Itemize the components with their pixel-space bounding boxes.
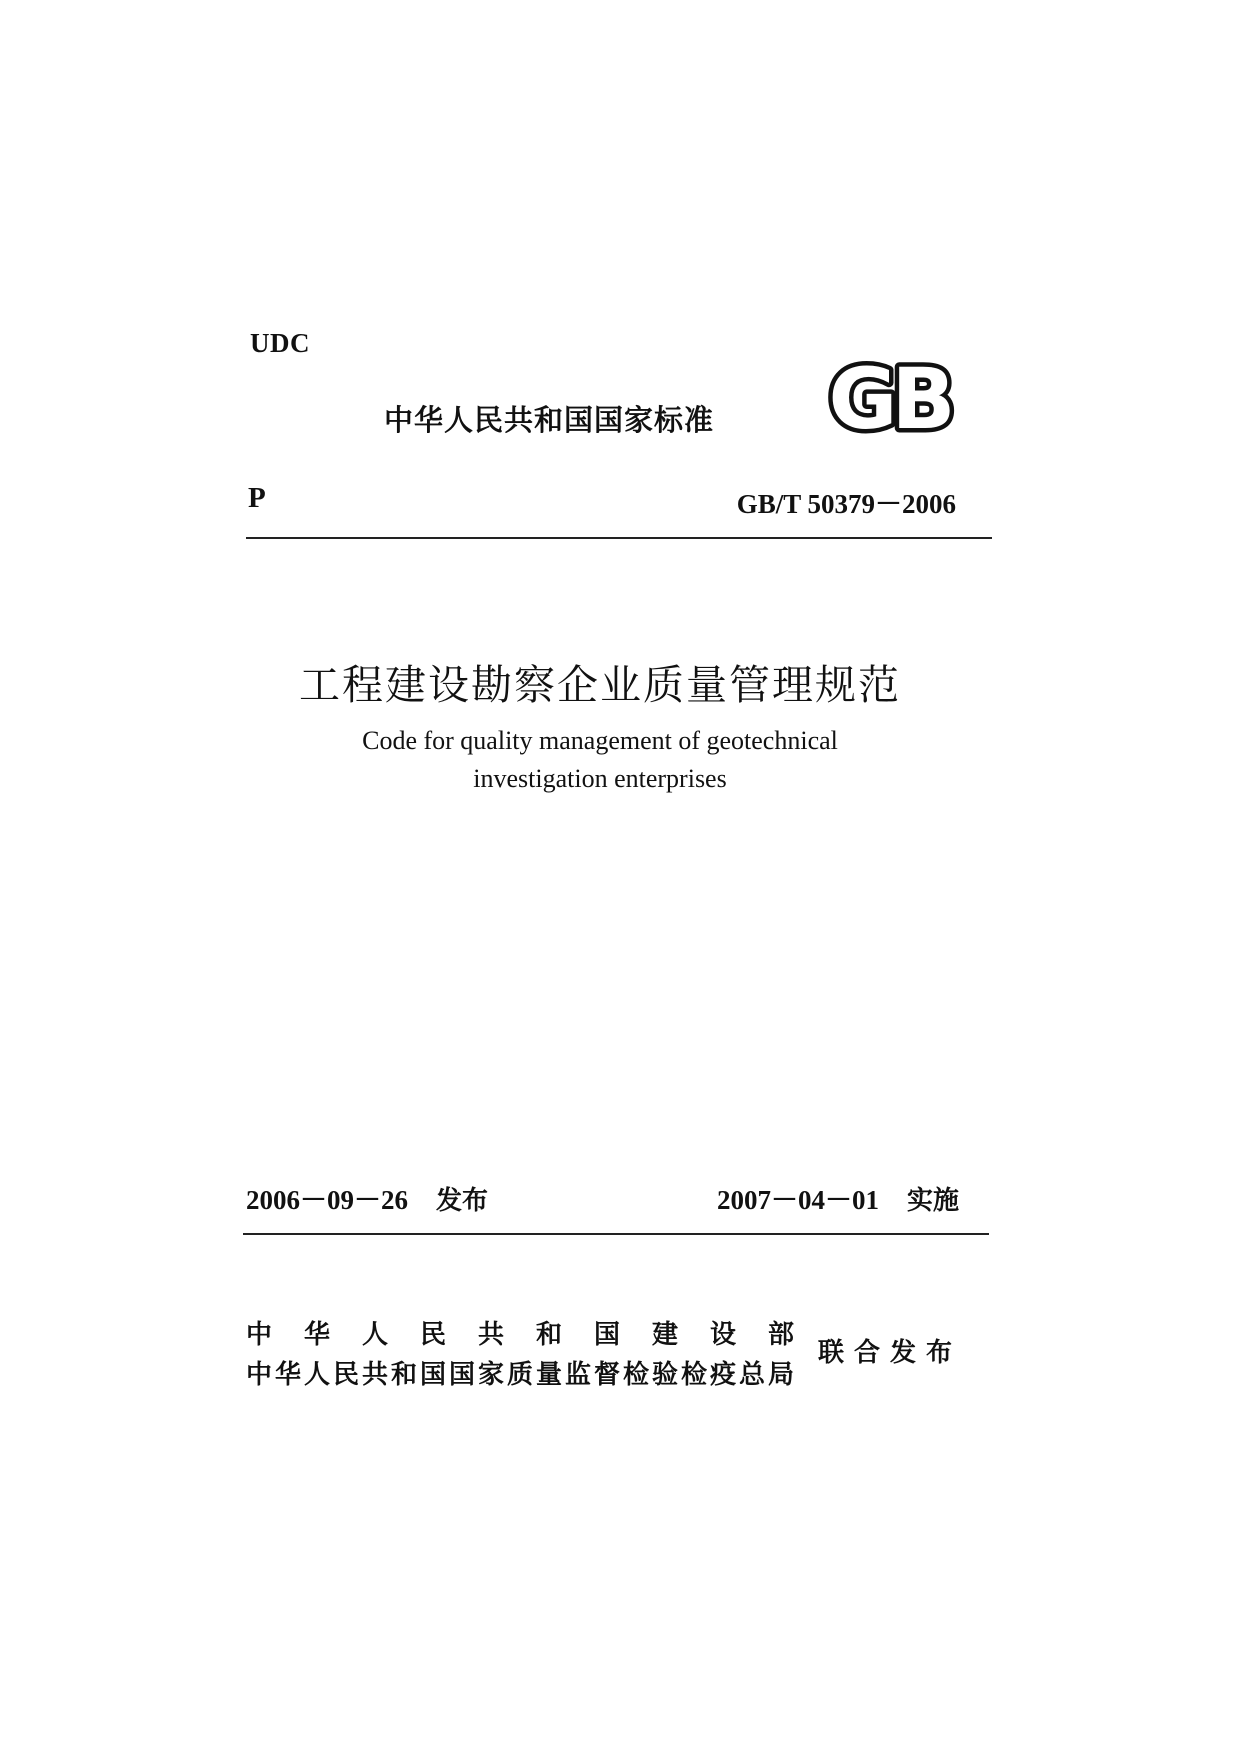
implementation-date-block xyxy=(717,1178,959,1217)
implementation-date: 2007－04－01 xyxy=(716,1185,879,1215)
svg-text:GB: GB xyxy=(828,358,950,440)
issue-date-block xyxy=(246,1178,488,1217)
standard-number: GB/T 50379－2006 xyxy=(736,489,956,519)
bottom-divider xyxy=(243,1233,989,1235)
issue-date: 2006－09－26 xyxy=(246,1185,408,1215)
udc-label: UDC xyxy=(250,328,310,358)
english-title-line-1: Code for quality management of geotechnical xyxy=(362,726,838,755)
publisher-aqsiq: 中华人民共和国国家质量监督检验检疫总局 xyxy=(246,1360,794,1390)
gb-logo xyxy=(814,358,964,440)
standard-title: 中华人民共和国国家标准 xyxy=(384,403,715,437)
top-divider xyxy=(246,537,992,539)
category-code: P xyxy=(248,482,266,514)
implementation-label: 实施 xyxy=(906,1186,959,1216)
issue-label: 发布 xyxy=(436,1186,489,1216)
document-title-english xyxy=(0,722,1200,798)
english-title-line-2: investigation enterprises xyxy=(473,764,727,793)
joint-issue-label: 联合发布 xyxy=(818,1338,963,1368)
document-title-chinese: 工程建设勘察企业质量管理规范 xyxy=(299,661,901,709)
publisher-ministry-of-construction: 中华人民共和国建设部 xyxy=(246,1320,794,1350)
